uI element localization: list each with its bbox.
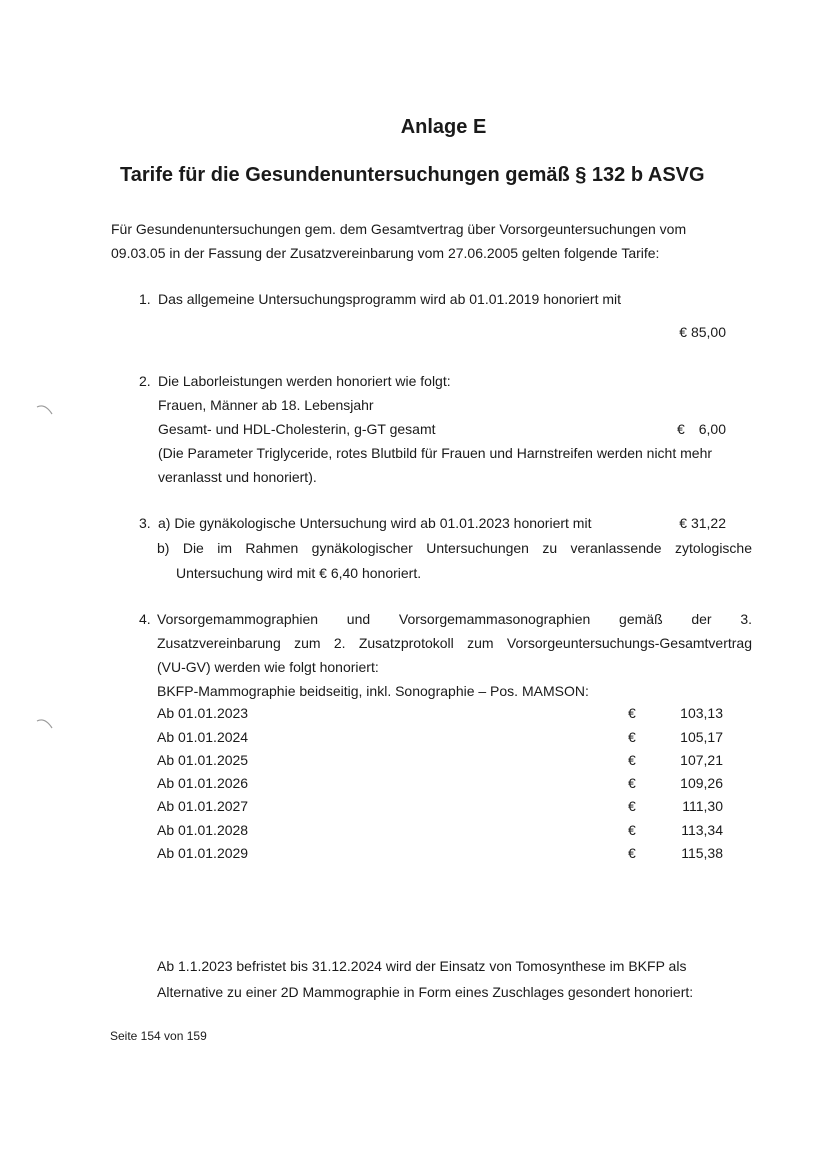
rate-currency: € [628,798,636,814]
table-row [157,705,723,725]
rate-amount: 105,17 [680,729,723,745]
item-number: 4. [139,611,151,627]
scan-mark-icon [36,716,54,730]
rate-amount: 111,30 [682,798,723,814]
page-subtitle: Tarife für die Gesundenuntersuchungen gemäß § 132 b ASVG [120,164,705,186]
rate-date: Ab 01.01.2024 [157,729,249,745]
rate-currency: € [628,705,636,721]
rate-date: Ab 01.01.2023 [157,705,249,721]
item1-text: Das allgemeine Untersuchungsprogramm wird ab 01.01.2019 honoriert mit [158,291,622,307]
item-number: 3. [139,515,151,531]
item1-amount: € 85,00 [679,324,726,340]
page-footer: Seite 154 von 159 [110,1029,207,1043]
rate-date: Ab 01.01.2027 [157,798,249,814]
item3b-line: b) Die im Rahmen gynäkologischer Untersuchungen zu veranlassende zytologische [157,540,752,556]
item3b-line: Untersuchung wird mit € 6,40 honoriert. [176,565,422,581]
rate-amount: 107,21 [680,752,723,768]
item2-line: Gesamt- und HDL-Cholesterin, g-GT gesamt [158,421,436,437]
rate-date: Ab 01.01.2028 [157,822,249,838]
rate-currency: € [628,775,636,791]
item2-line: Frauen, Männer ab 18. Lebensjahr [158,397,374,413]
item3a-amount: € 31,22 [679,515,726,531]
item2-line: (Die Parameter Triglyceride, rotes Blutbild für Frauen und Harnstreifen werden nicht mehr [158,445,713,461]
table-row [157,775,723,795]
item4-line: BKFP-Mammographie beidseitig, inkl. Sonographie – Pos. MAMSON: [157,683,589,699]
scan-mark-icon [36,402,54,416]
rate-currency: € [628,845,636,861]
rate-amount: 115,38 [681,845,723,861]
rate-date: Ab 01.01.2025 [157,752,249,768]
item3a-text: a) Die gynäkologische Untersuchung wird ab 01.01.2023 honoriert mit [158,515,592,531]
item-number: 2. [139,373,151,389]
rate-amount: 113,34 [681,822,723,838]
closing-line: Alternative zu einer 2D Mammographie in Form eines Zuschlages gesondert honoriert: [157,984,694,1000]
item-number: 1. [139,291,151,307]
rate-currency: € [628,822,636,838]
item4-line: Vorsorgemammographien und Vorsorgemammasonographien gemäß der 3. [157,611,752,627]
rate-date: Ab 01.01.2026 [157,775,249,791]
item4-line: Zusatzvereinbarung zum 2. Zusatzprotokoll zum Vorsorgeuntersuchungs-Gesamtvertrag [157,635,752,651]
intro-line: 09.03.05 in der Fassung der Zusatzvereinbarung vom 27.06.2005 gelten folgende Tarife: [111,245,660,261]
intro-line: Für Gesundenuntersuchungen gem. dem Gesamtvertrag über Vorsorgeuntersuchungen vom [111,221,687,237]
item4-line: (VU-GV) werden wie folgt honoriert: [157,659,379,675]
rate-currency: € [628,752,636,768]
rate-amount: 103,13 [680,705,723,721]
table-row [157,845,723,865]
rate-currency: € [628,729,636,745]
rate-date: Ab 01.01.2029 [157,845,249,861]
item2-line: Die Laborleistungen werden honoriert wie folgt: [158,373,451,389]
closing-line: Ab 1.1.2023 befristet bis 31.12.2024 wird der Einsatz von Tomosynthese im BKFP als [157,958,687,974]
item2-line: veranlasst und honoriert). [158,469,317,485]
item2-currency: € [677,421,685,437]
item2-amount: 6,00 [698,421,726,437]
table-row [157,729,723,749]
table-row [157,752,723,772]
table-row [157,798,723,818]
page-title: Anlage E [400,116,487,138]
rate-amount: 109,26 [680,775,723,791]
table-row [157,822,723,842]
